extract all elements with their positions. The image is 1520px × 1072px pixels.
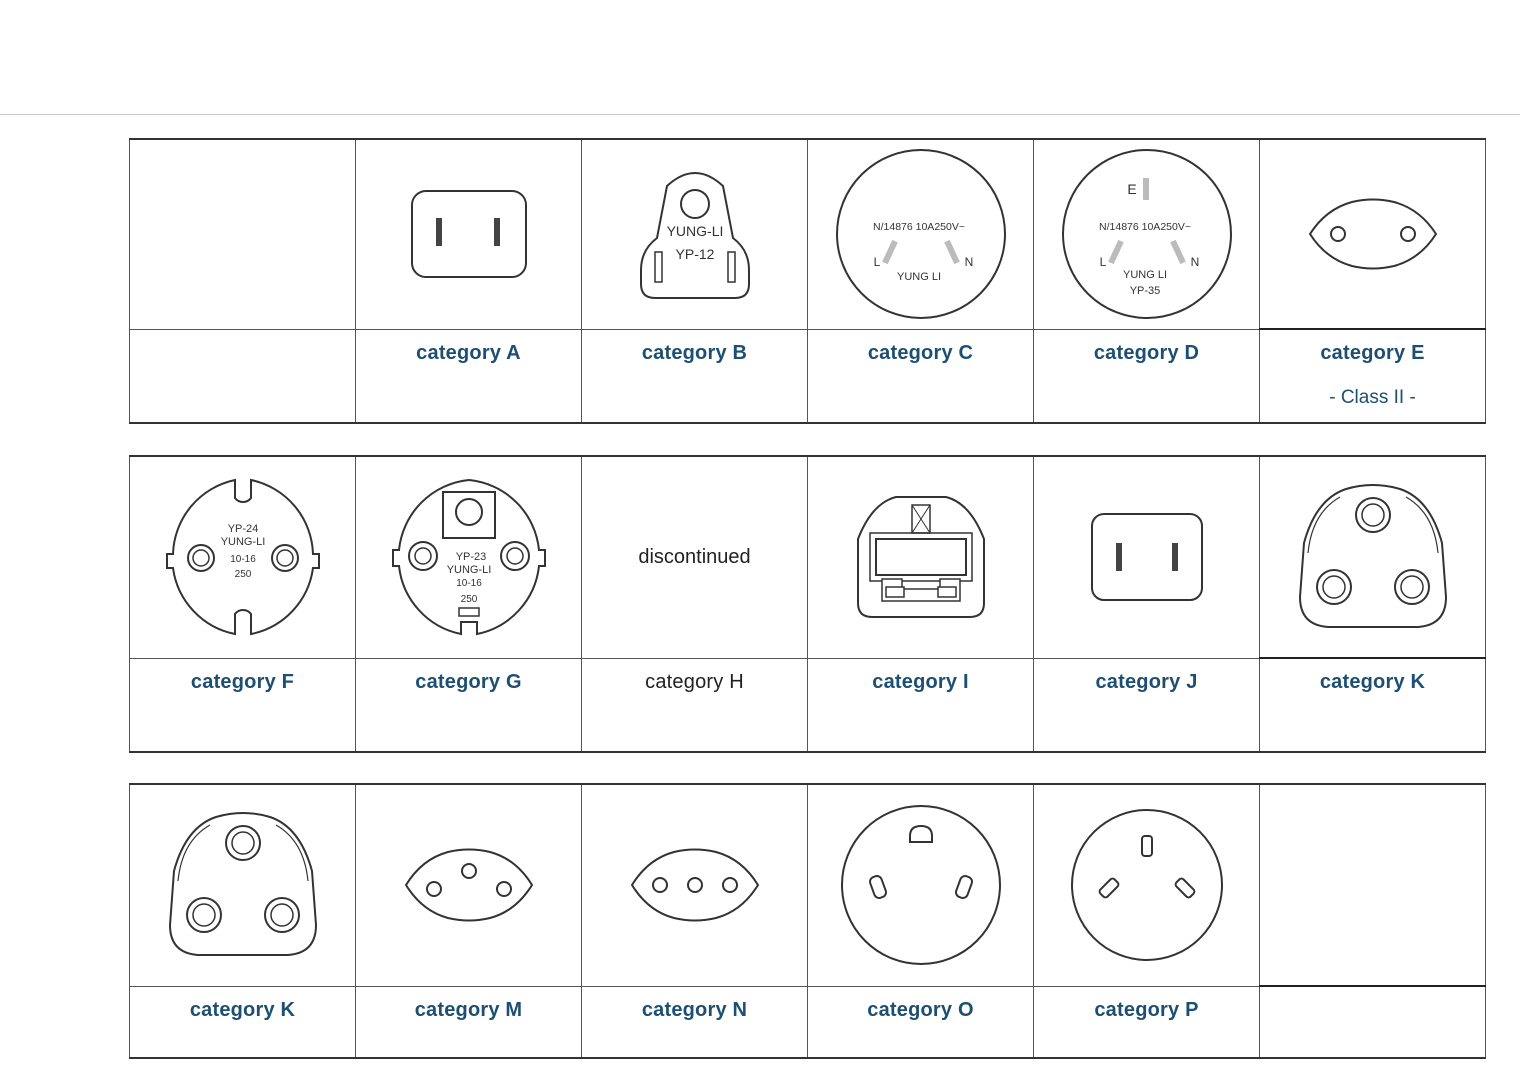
category-label: category K (1319, 671, 1426, 693)
plug-d-l-label: L (1099, 255, 1106, 270)
plug-cell-k (1260, 456, 1486, 658)
plug-cell-b (582, 139, 808, 329)
empty-cell (130, 139, 356, 329)
plug-g-marking-2: YUNG-LI (446, 564, 491, 577)
caption-cell (130, 658, 356, 752)
plug-d-rating: N/14876 10A250V~ (1098, 221, 1191, 234)
plug-cell-i (808, 456, 1034, 658)
plug-cell-j (1034, 456, 1260, 658)
plug-c-rating: N/14876 10A250V~ (872, 221, 965, 234)
caption-cell (1260, 329, 1486, 423)
plug-i-icon (852, 493, 990, 621)
plug-c-icon (835, 148, 1007, 320)
plug-f-marking-3: 10-16 (229, 554, 256, 566)
plug-cell-c (808, 139, 1034, 329)
plug-p-icon (1070, 808, 1224, 962)
category-label: category H (645, 670, 744, 693)
plug-d-e-label: E (1126, 181, 1137, 198)
plug-cell-d (1034, 139, 1260, 329)
plug-f-marking-2: YUNG-LI (220, 536, 265, 549)
category-label: category A (416, 341, 521, 364)
plug-d-model: YP-35 (1129, 285, 1160, 298)
plug-c-n-label: N (964, 255, 973, 270)
plug-f-marking-1: YP-24 (227, 523, 258, 536)
category-subcaption: - Class II - (1329, 387, 1416, 408)
plug-cell-p (1034, 784, 1260, 986)
caption-cell (1260, 986, 1486, 1058)
category-label: category I (872, 670, 969, 693)
plug-b-marking-1: YUNG-LI (666, 223, 723, 240)
plug-cell-m (356, 784, 582, 986)
plug-j-icon (1089, 511, 1205, 603)
plug-cell-k2 (130, 784, 356, 986)
caption-cell (582, 986, 808, 1058)
plug-f-marking-4: 250 (234, 569, 251, 581)
caption-cell (582, 329, 808, 423)
caption-cell (356, 986, 582, 1058)
plug-cell-h (582, 456, 808, 658)
caption-cell (130, 329, 356, 423)
discontinued-note: discontinued (638, 545, 751, 568)
category-label: category O (867, 998, 974, 1021)
caption-row (130, 658, 1486, 752)
caption-cell (808, 658, 1034, 752)
plug-cell-a (356, 139, 582, 329)
caption-cell (1034, 986, 1260, 1058)
category-label: category J (1095, 670, 1198, 693)
plug-table-1 (129, 138, 1486, 424)
category-label: category M (414, 998, 523, 1021)
caption-cell (356, 658, 582, 752)
caption-cell (130, 986, 356, 1058)
plug-cell-n (582, 784, 808, 986)
plug-g-icon (389, 476, 549, 638)
category-label: category C (867, 341, 974, 364)
plug-k-icon (166, 811, 320, 959)
category-label: category G (415, 670, 522, 693)
plug-table-3 (129, 783, 1486, 1059)
category-label: category B (641, 341, 748, 364)
category-label: category P (1094, 998, 1199, 1021)
caption-cell (1260, 658, 1486, 752)
plug-m-icon (402, 847, 536, 923)
category-label: category E (1320, 342, 1425, 364)
caption-cell (1034, 658, 1260, 752)
category-label: category N (641, 998, 748, 1021)
caption-cell (582, 658, 808, 752)
caption-cell (356, 329, 582, 423)
plug-d-n-label: N (1190, 255, 1199, 270)
plug-g-marking-4: 250 (460, 594, 477, 606)
caption-cell (808, 986, 1034, 1058)
plug-g-marking-1: YP-23 (455, 551, 486, 564)
caption-row (130, 986, 1486, 1058)
plug-table-2 (129, 455, 1486, 753)
caption-cell (1034, 329, 1260, 423)
plug-b-icon (635, 166, 755, 302)
top-rule (0, 114, 1520, 115)
plug-e-icon (1306, 197, 1440, 271)
plug-d-icon (1061, 148, 1233, 320)
plug-o-icon (840, 804, 1002, 966)
plug-cell-e (1260, 139, 1486, 329)
caption-cell (808, 329, 1034, 423)
image-row (130, 456, 1486, 658)
plug-n-icon (628, 847, 762, 923)
plug-b-marking-2: YP-12 (675, 246, 714, 263)
plug-cell-g (356, 456, 582, 658)
plug-k-icon (1296, 483, 1450, 631)
plug-c-maker: YUNG LI (896, 271, 941, 284)
category-label: category K (189, 998, 296, 1021)
plug-cell-f (130, 456, 356, 658)
plug-cell-o (808, 784, 1034, 986)
plug-g-marking-3: 10-16 (455, 578, 482, 590)
empty-cell (1260, 784, 1486, 986)
plug-a-icon (409, 188, 529, 280)
category-label: category D (1093, 341, 1200, 364)
image-row (130, 139, 1486, 329)
caption-row (130, 329, 1486, 423)
plug-d-maker: YUNG LI (1122, 269, 1167, 282)
plug-f-icon (163, 476, 323, 638)
category-label: category F (190, 670, 295, 693)
image-row (130, 784, 1486, 986)
plug-c-l-label: L (873, 255, 880, 270)
